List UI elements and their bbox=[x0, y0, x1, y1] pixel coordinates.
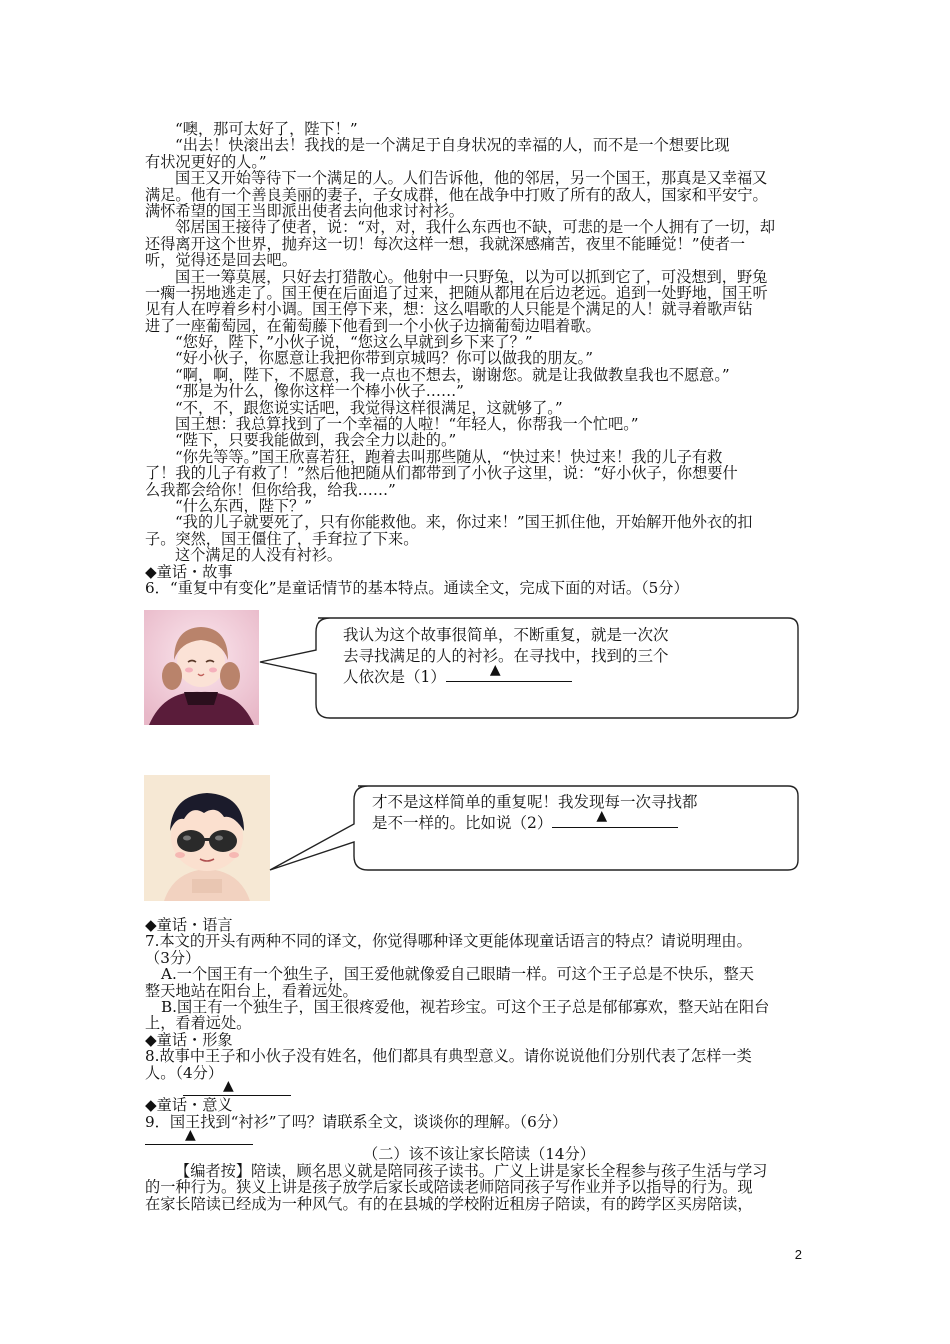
q8-answer-line bbox=[145, 1081, 813, 1097]
answer-blank-q8[interactable] bbox=[183, 1081, 291, 1096]
story-line: “您好，陛下，”小伙子说，“您这么早就到乡下来了？” bbox=[175, 334, 533, 351]
story-line: 国王又开始等待下一个满足的人。人们告诉他，他的邻居，另一个国王，那真是又幸福又 bbox=[175, 170, 768, 187]
story-line: 国王想：我总算找到了一个幸福的人啦！“年轻人，你帮我一个忙吧。” bbox=[175, 416, 639, 433]
story-line: 还得离开这个世界，抛弃这一切！每次这样一想，我就深感痛苦，夜里不能睡觉！”使者一 bbox=[145, 235, 746, 253]
questions-7-9 bbox=[145, 917, 813, 1212]
q8-heading: ◆童话・形象 bbox=[145, 1031, 233, 1049]
story-line: “那是为什么，像你这样一个棒小伙子……” bbox=[175, 383, 464, 400]
q9-heading: ◆童话・意义 bbox=[145, 1097, 233, 1114]
page-number: 2 bbox=[794, 1247, 802, 1262]
story-line: 听，觉得还是回去吧。 bbox=[145, 252, 297, 269]
q7-option-a: A.一个国王有一个独生子，国王爱他就像爱自己眼睛一样。可这个王子总是不快乐，整天 bbox=[161, 966, 754, 983]
boy-bubble-text bbox=[372, 792, 792, 834]
girl-bubble-line: 人依次是（1） ▲ bbox=[343, 667, 763, 688]
q7-question: （3分） bbox=[145, 949, 201, 967]
section2-line: 在家长陪读已经成为一种风气。有的在县城的学校附近租房子陪读，有的跨学区买房陪读， bbox=[145, 1195, 753, 1213]
girl-bubble-line: 去寻找满足的人的衬衫。在寻找中，找到的三个 bbox=[343, 647, 669, 665]
story-line: “陛下，只要我能做到，我会全力以赴的。” bbox=[175, 432, 457, 449]
q7-option-b: B.国王有一个独生子，国王很疼爱他，视若珍宝。可这个王子总是郁郁寡欢，整天站在阳台 bbox=[161, 998, 770, 1016]
story-line: 满足。他有一个善良美丽的妻子，子女成群，他在战争中打败了所有的敌人，国家和平安宁。 bbox=[145, 186, 768, 203]
q7-heading: ◆童话・语言 bbox=[145, 917, 233, 934]
story-line: 么我都会给你！但你给我，给我……” bbox=[145, 481, 396, 498]
q8-question: 8.故事中王子和小伙子没有姓名，他们都具有典型意义。请你说说他们分别代表了怎样一类 bbox=[145, 1048, 752, 1065]
triangle-icon: ▲ bbox=[489, 662, 501, 678]
girl-bubble-line: 我认为这个故事很简单，不断重复，就是一次次 bbox=[343, 626, 669, 644]
story-line: “出去！快滚出去！我找的是一个满足于自身状况的幸福的人，而不是一个想要比现 bbox=[175, 137, 730, 154]
story-line: 这个满足的人没有衬衫。 bbox=[175, 547, 343, 564]
story-line: “啊，啊，陛下，不愿意，我一点也不想去，谢谢您。就是让我做教皇我也不愿意。” bbox=[175, 366, 730, 384]
boy-avatar bbox=[144, 775, 270, 901]
story-line: 有状况更好的人。” bbox=[145, 153, 267, 171]
triangle-icon: ▲ bbox=[596, 808, 608, 824]
triangle-icon: ▲ bbox=[223, 1080, 234, 1094]
q7-question: 7.本文的开头有两种不同的译文，你觉得哪种译文更能体现童话语言的特点？请说明理由。 bbox=[145, 933, 752, 950]
q7-option-a: 整天地站在阳台上，看着远处。 bbox=[145, 982, 358, 999]
story-line: 邻居国王接待了使者，说：“对，对，我什么东西也不缺，可悲的是一个人拥有了一切，却 bbox=[175, 219, 776, 236]
story-line: 进了一座葡萄园，在葡萄藤下他看到一个小伙子边摘葡萄边唱着歌。 bbox=[145, 317, 601, 335]
story-line: “你先等等。”国王欣喜若狂，跑着去叫那些随从，“快过来！快过来！我的儿子有救 bbox=[175, 448, 723, 466]
story-line: 一瘸一拐地逃走了。国王便在后面追了过来，把随从都甩在后边老远。追到一处野地，国王听 bbox=[145, 284, 768, 302]
triangle-icon: ▲ bbox=[185, 1130, 196, 1144]
story-line: 见有人在哼着乡村小调。国王停下来，想：这么唱歌的人只能是个满足的人！就寻着歌声钻 bbox=[145, 301, 753, 318]
story-line: “不，不，跟您说实话吧，我觉得这样很满足，这就够了。” bbox=[175, 399, 563, 417]
q9-answer-line bbox=[145, 1130, 813, 1146]
boy-bubble-line: 是不一样的。比如说（2） ▲ bbox=[372, 813, 792, 834]
story-line: “噢，那可太好了，陛下！” bbox=[175, 121, 358, 138]
section2-line: 的一种行为。狭义上讲是孩子放学后家长或陪读老师陪同孩子写作业并予以指导的行为。现 bbox=[145, 1179, 753, 1196]
girl-avatar bbox=[144, 610, 259, 725]
q9-question: 9．国王找到“衬衫”了吗？请联系全文，谈谈你的理解。（6分） bbox=[145, 1113, 568, 1131]
q6-question: 6．“重复中有变化”是童话情节的基本特点。通读全文，完成下面的对话。（5分） bbox=[145, 579, 689, 597]
story-line: 国王一筹莫展，只好去打猎散心。他射中一只野兔，以为可以抓到它了，可没想到，野兔 bbox=[175, 268, 768, 285]
story-line: “什么东西，陛下？” bbox=[175, 497, 313, 515]
story-line: 满怀希望的国王当即派出使者去向他求讨衬衫。 bbox=[145, 202, 464, 220]
q7-option-b: 上，看着远处。 bbox=[145, 1015, 252, 1032]
answer-blank-1[interactable] bbox=[446, 662, 572, 682]
q8-question: 人。（4分） bbox=[145, 1064, 224, 1081]
girl-bubble-text bbox=[343, 625, 763, 688]
section2-line: 【编者按】陪读，顾名思义就是陪同孩子读书。广义上讲是家长全程参与孩子生活与学习 bbox=[175, 1162, 768, 1180]
story-line: 子。突然，国王僵住了，手耷拉了下来。 bbox=[145, 530, 419, 548]
story-line: 了！我的儿子有救了！”然后他把随从们都带到了小伙子这里，说：“好小伙子，你想要什 bbox=[145, 465, 738, 482]
answer-blank-q9[interactable] bbox=[145, 1130, 253, 1145]
q6-heading: ◆童话・故事 bbox=[145, 563, 233, 580]
story-line: “好小伙子，你愿意让我把你带到京城吗？你可以做我的朋友。” bbox=[175, 350, 593, 367]
answer-blank-2[interactable] bbox=[552, 808, 678, 828]
story-text bbox=[145, 121, 813, 596]
boy-bubble-line: 才不是这样简单的重复呢！我发现每一次寻找都 bbox=[372, 793, 698, 811]
story-line: “我的儿子就要死了，只有你能救他。来，你过来！”国王抓住他，开始解开他外衣的扣 bbox=[175, 514, 753, 531]
section2-title: （二）该不该让家长陪读（14分） bbox=[363, 1146, 595, 1163]
